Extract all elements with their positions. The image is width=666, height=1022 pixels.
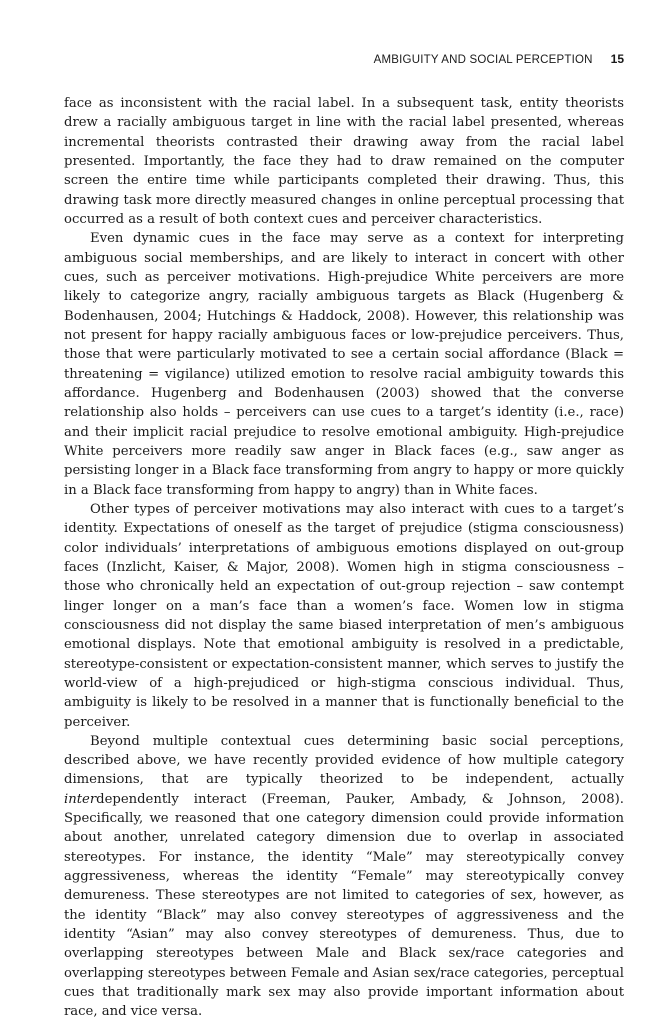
body-text (64, 94, 624, 1022)
paragraph-text-start: Beyond multiple contextual cues determining basic social perceptions, described above, we have recently provided evidence of how multiple category dimensions, that are typically theorized to be independent, actually (64, 733, 624, 788)
page-number: 15 (610, 52, 624, 66)
italic-emphasis: inter (64, 791, 97, 807)
paragraph-category-dimensions (64, 732, 624, 1022)
paragraph-perceiver-motivations: Other types of perceiver motivations may also interact with cues to a target’s identity. Expectations of oneself as the target of prejudice (stigma consciousness) color individuals’ interpretations of ambiguous emotions displayed on out-group faces (Inzlicht, Kaiser, & Major, 2008). Women high in stigma consciousness – those who chronically held an expectation of out-group rejection – saw contempt linger longer on a man’s face than a women’s face. Women low in stigma consciousness did not display the same biased interpretation of men’s ambiguous emotional displays. Note that emotional ambiguity is resolved in a predictable, stereotype-consistent or expectation-consistent manner, which serves to justify the world-view of a high-prejudiced or high-stigma conscious individual. Thus, ambiguity is likely to be resolved in a manner that is functionally beneficial to the perceiver. (64, 501, 624, 730)
page-header (66, 52, 624, 70)
paragraph-continued: face as inconsistent with the racial label. In a subsequent task, entity theorists drew a racially ambiguous target in line with the racial label presented, whereas incremental theorists contrasted their drawing away from the racial label presented. Importantly, the face they had to draw remained on the computer screen the entire time while participants completed their drawing. Thus, this drawing task more directly measured changes in online perceptual processing that occurred as a result of both context cues and perceiver characteristics. (64, 96, 624, 227)
paragraph-text-end: dependently interact (Freeman, Pauker, Ambady, & Johnson, 2008). Specifically, we reasoned that one category dimension could provide information about another, unrelated category dimension due to overlap in associated stereotypes. For instance, the identity “Male” may stereotypically convey aggressiveness, whereas the identity “Female” may stereotypically convey demureness. These stereotypes are not limited to categories of sex, however, as the identity “Black” may also convey stereotypes of aggressiveness and the identity “Asian” may also convey stereotypes of demureness. Thus, due to overlapping stereotypes between Male and Black sex/race categories and overlapping stereotypes between Female and Asian sex/race categories, perceptual cues that traditionally mark sex may also provide important information about race, and vice versa. (64, 791, 624, 1020)
paragraph-dynamic-cues: Even dynamic cues in the face may serve as a context for interpreting ambiguous social memberships, and are likely to interact in concert with other cues, such as perceiver motivations. High-prejudice White perceivers are more likely to categorize angry, racially ambiguous targets as Black (Hugenberg & Bodenhausen, 2004; Hutchings & Haddock, 2008). However, this relationship was not present for happy racially ambiguous faces or low-prejudice perceivers. Thus, those that were particularly motivated to see a certain social affordance (Black = threatening = vigilance) utilized emotion to resolve racial ambiguity towards this affordance. Hugenberg and Bodenhausen (2003) showed that the converse relationship also holds – perceivers can use cues to a target’s identity (i.e., race) and their implicit racial prejudice to resolve emotional ambiguity. High-prejudice White perceivers more readily saw anger in Black faces (e.g., saw anger as persisting longer in a Black face transforming from angry to happy or more quickly in a Black face transforming from happy to angry) than in White faces. (64, 231, 624, 498)
running-head: AMBIGUITY AND SOCIAL PERCEPTION (373, 54, 593, 66)
